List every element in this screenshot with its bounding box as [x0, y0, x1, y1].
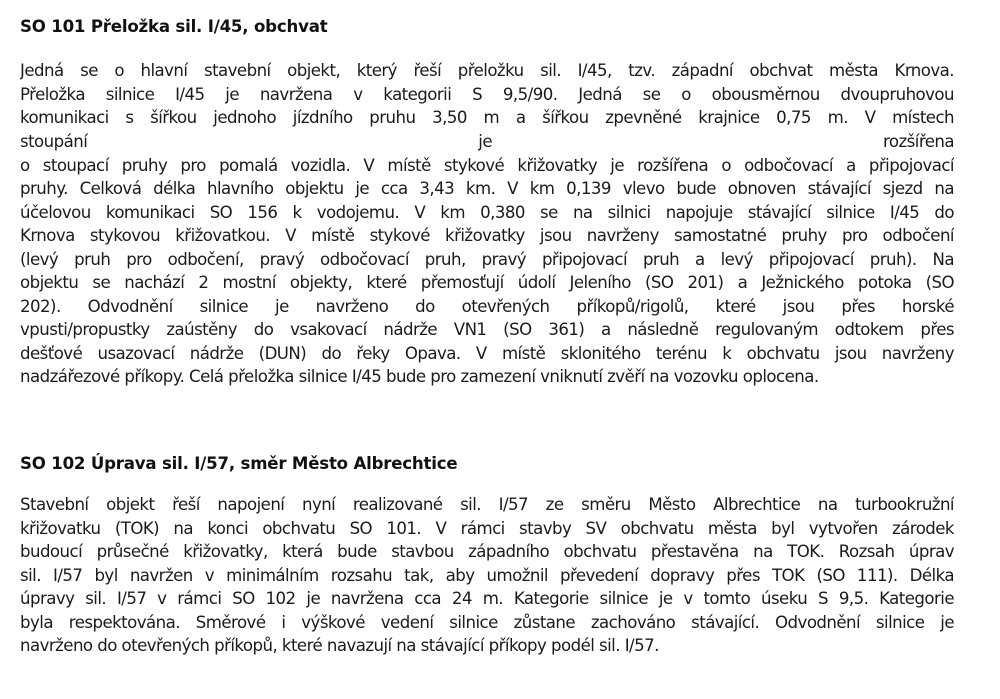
- section-heading-so102: SO 102 Úprava sil. I/57, směr Město Albrechtice: [20, 454, 458, 473]
- paragraph-line: pruhy. Celková délka hlavního objektu je cca 3,43 km. V km 0,139 vlevo bude obnoven stávající sjezd na: [20, 179, 954, 198]
- paragraph-line: byla respektována. Směrové i výškové vedení silnice zůstane zachováno stávající. Odvodnění silnice je: [20, 613, 954, 632]
- paragraph-line: Přeložka silnice I/45 je navržena v kategorii S 9,5/90. Jedná se o obousměrnou dvoupruhovou: [20, 85, 954, 104]
- paragraph-line: vpusti/propustky zaústěny do vsakovací nádrže VN1 (SO 361) a následně regulovaným odtokem přes: [20, 320, 954, 339]
- paragraph-line: dešťové usazovací nádrže (DUN) do řeky Opava. V místě sklonitého terénu k obchvatu jsou navrženy: [20, 344, 954, 363]
- paragraph-line: účelovou komunikaci SO 156 k vodojemu. V km 0,380 se na silnici napojuje stávající silnice I/45 do: [20, 203, 954, 222]
- paragraph-line: úpravy sil. I/57 v rámci SO 102 je navržena cca 24 m. Kategorie silnice je v tomto úseku S 9,5. Kategorie: [20, 589, 954, 608]
- paragraph-line: budoucí průsečné křižovatky, která bude stavbou západního obchvatu přestavěna na TOK. Rozsah úprav: [20, 542, 954, 561]
- paragraph-line: sil. I/57 byl navržen v minimálním rozsahu tak, aby umožnil převedení dopravy přes TOK (SO 111). Délka: [20, 566, 954, 585]
- paragraph-line: (levý pruh pro odbočení, pravý odbočovací pruh, pravý připojovací pruh a levý připojovací pruh). Na: [20, 250, 954, 269]
- paragraph-line: navrženo do otevřených příkopů, které navazují na stávající příkopy podél sil. I/57.: [20, 636, 659, 655]
- paragraph-line: Stavební objekt řeší napojení nyní realizované sil. I/57 ze směru Město Albrechtice na turbookružní: [20, 495, 954, 514]
- paragraph-line: komunikaci s šířkou jednoho jízdního pruhu 3,50 m a šířkou zpevněné krajnice 0,75 m. V místech: [20, 108, 954, 127]
- paragraph-line: Jedná se o hlavní stavební objekt, který řeší přeložku sil. I/45, tzv. západní obchvat města Krnova.: [20, 61, 954, 80]
- paragraph-line: objektu se nachází 2 mostní objekty, které přemosťují údolí Jeleního (SO 201) a Ježnického potoka (SO: [20, 273, 954, 292]
- paragraph-line: o stoupací pruhy pro pomalá vozidla. V místě stykové křižovatky je rozšířena o odbočovací a připojovací: [20, 156, 954, 175]
- paragraph-line: stoupání je rozšířena: [20, 132, 954, 151]
- paragraph-line: Krnova stykovou křižovatkou. V místě stykové křižovatky jsou navrženy samostatné pruhy pro odbočení: [20, 226, 954, 245]
- paragraph-line: nadzářezové příkopy. Celá přeložka silnice I/45 bude pro zamezení vniknutí zvěří na vozovku oplocena.: [20, 367, 819, 386]
- section-heading-so101: SO 101 Přeložka sil. I/45, obchvat: [20, 17, 328, 36]
- paragraph-line: křižovatku (TOK) na konci obchvatu SO 101. V rámci stavby SV obchvatu města byl vytvořen zárodek: [20, 519, 954, 538]
- paragraph-line: 202). Odvodnění silnice je navrženo do otevřených příkopů/rigolů, které jsou přes horské: [20, 297, 954, 316]
